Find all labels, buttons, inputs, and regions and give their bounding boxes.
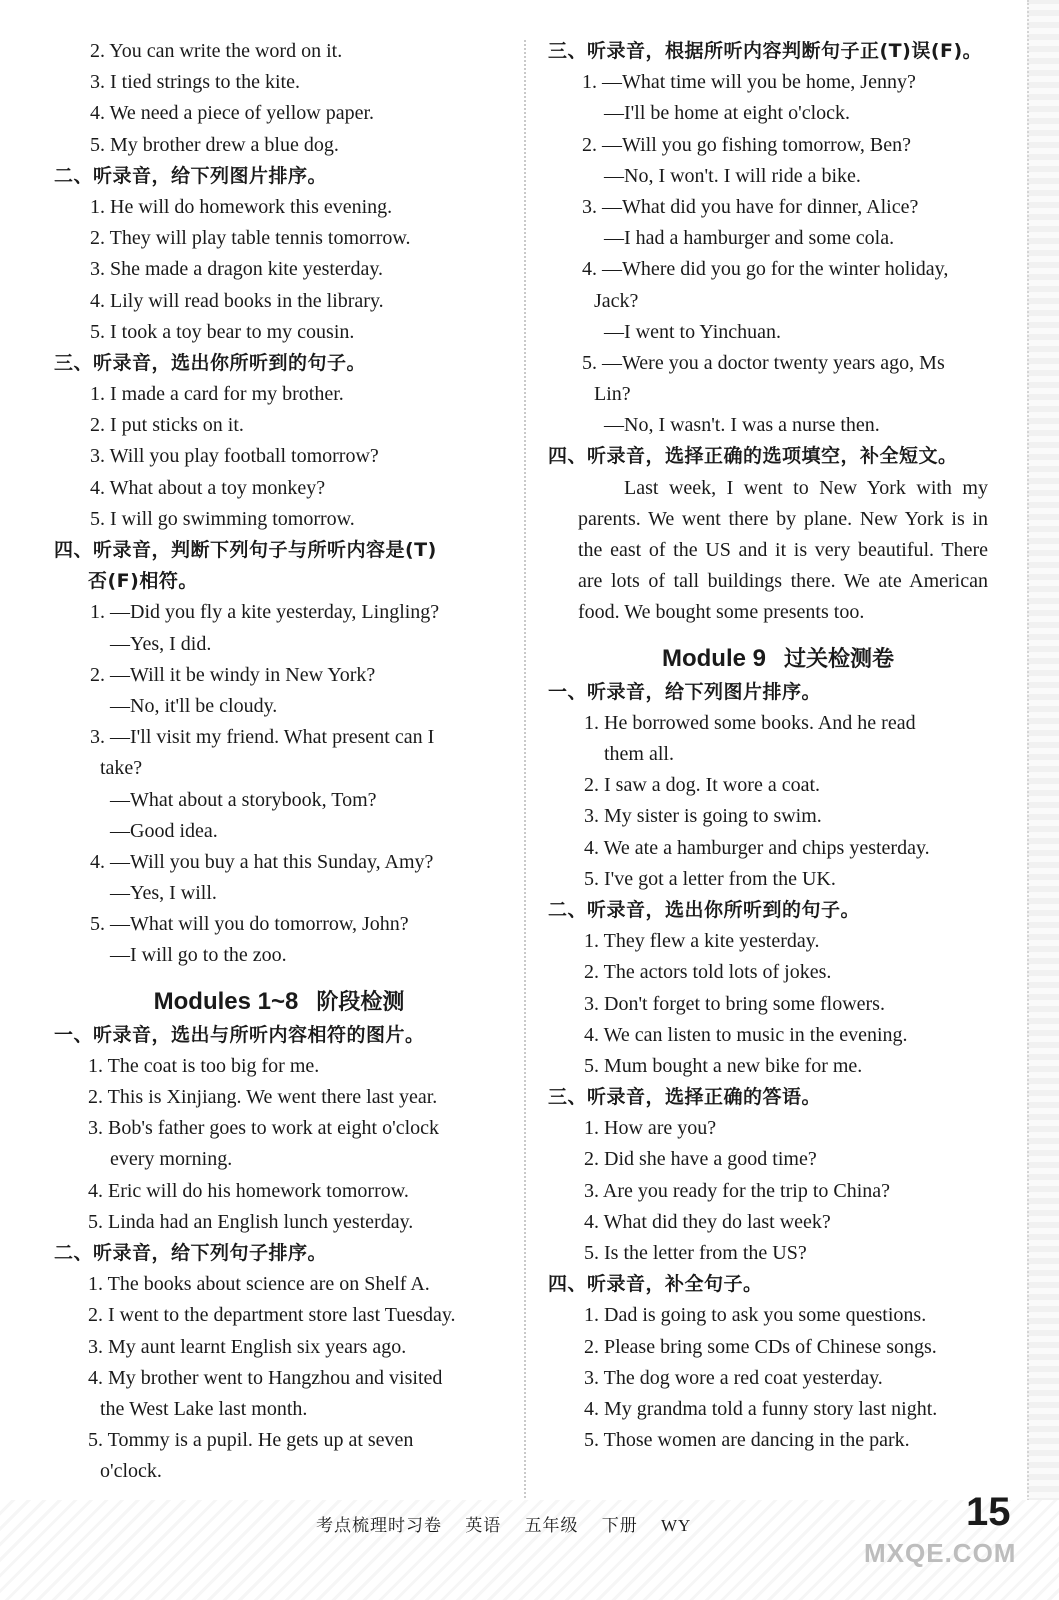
list-item: 3. Will you play football tomorrow? (90, 445, 379, 468)
list-item: 1. They flew a kite yesterday. (584, 930, 820, 953)
module-title: Module 9 (661, 644, 766, 672)
list-item: 4. What about a toy monkey? (90, 476, 326, 499)
right-column (548, 36, 1008, 1456)
footer-grade: 五年级 (524, 1516, 579, 1535)
footer-term: 下册 (601, 1516, 638, 1535)
module-subtitle: 过关检测卷 (784, 646, 895, 672)
section-heading: 四、听录音，补全句子。 (548, 1273, 763, 1296)
list-item: 5. Tommy is a pupil. He gets up at seven (88, 1429, 414, 1452)
list-item: 1. —What time will you be home, Jenny? (582, 71, 916, 94)
list-item: 2. They will play table tennis tomorrow. (90, 227, 411, 250)
list-item: —I went to Yinchuan. (604, 320, 782, 343)
list-item: 2. Did she have a good time? (584, 1148, 817, 1171)
section-heading: 四、听录音，判断下列句子与所听内容是(T) (54, 539, 437, 561)
list-item: 5. Those women are dancing in the park. (584, 1429, 910, 1452)
list-item: 3. Are you ready for the trip to China? (584, 1179, 891, 1202)
list-item: 4. We can listen to music in the evening. (584, 1023, 908, 1046)
list-item: —No, I won't. I will ride a bike. (604, 164, 861, 187)
list-item: 3. —I'll visit my friend. What present can I (90, 726, 435, 749)
list-item: 5. Linda had an English lunch yesterday. (88, 1210, 414, 1233)
list-item: —Yes, I did. (110, 632, 212, 655)
section-heading: 三、听录音，选择正确的答语。 (548, 1086, 822, 1109)
list-item: 5. —What will you do tomorrow, John? (90, 913, 409, 936)
list-item: 4. —Will you buy a hat this Sunday, Amy? (90, 850, 434, 873)
list-item: 5. —Were you a doctor twenty years ago, Ms (582, 351, 945, 374)
list-item: 2. The actors told lots of jokes. (584, 961, 832, 984)
footer-book-title: 考点梳理时习卷 (316, 1516, 442, 1535)
list-item: 5. I took a toy bear to my cousin. (90, 320, 355, 343)
list-item: —Yes, I will. (110, 882, 217, 905)
list-item: take? (100, 757, 143, 780)
list-item: 1. I made a card for my brother. (90, 383, 344, 406)
list-item: 2. This is Xinjiang. We went there last year. (88, 1086, 438, 1108)
list-item: 1. He borrowed some books. And he read (584, 711, 916, 734)
list-item: —I will go to the zoo. (110, 944, 287, 967)
list-item: 2. I went to the department store last Tuesday. (88, 1304, 456, 1327)
list-item: —I'll be home at eight o'clock. (604, 102, 851, 125)
list-item: every morning. (110, 1148, 233, 1171)
list-item: —What about a storybook, Tom? (110, 788, 377, 811)
list-item: 4. My brother went to Hangzhou and visited (88, 1366, 443, 1389)
list-item: 3. The dog wore a red coat yesterday. (584, 1366, 883, 1389)
list-item: 4. We ate a hamburger and chips yesterday. (584, 836, 930, 859)
list-item: —I had a hamburger and some cola. (604, 227, 895, 250)
list-item: 3. —What did you have for dinner, Alice? (582, 195, 919, 218)
list-item: 4. What did they do last week? (584, 1210, 831, 1233)
module-title: Modules 1~8 (153, 987, 299, 1015)
left-column (54, 36, 504, 1487)
list-item: the West Lake last month. (100, 1397, 308, 1420)
list-item: 4. We need a piece of yellow paper. (90, 102, 375, 125)
list-item: —No, it'll be cloudy. (110, 694, 278, 717)
list-item: 3. Bob's father goes to work at eight o'clock (88, 1117, 440, 1140)
footer-edition: WY (661, 1516, 692, 1535)
footer-subject: 英语 (465, 1516, 502, 1535)
list-item: 3. I tied strings to the kite. (90, 71, 300, 94)
list-item: 3. My sister is going to swim. (584, 805, 822, 828)
module-heading (548, 629, 1008, 677)
section-heading: 一、听录音，给下列图片排序。 (548, 680, 822, 703)
list-item: 4. —Where did you go for the winter holiday, (582, 258, 949, 281)
column-divider (524, 40, 526, 1510)
list-item: 4. Lily will read books in the library. (90, 289, 384, 312)
list-item: Jack? (594, 289, 639, 312)
page-edge-decoration (1027, 0, 1059, 1600)
section-heading: 二、听录音，选出你所听到的句子。 (548, 898, 861, 921)
list-item: 5. Mum bought a new bike for me. (584, 1054, 863, 1077)
list-item: 2. —Will you go fishing tomorrow, Ben? (582, 133, 911, 156)
list-item: 2. You can write the word on it. (90, 40, 343, 62)
list-item: 4. My grandma told a funny story last night. (584, 1397, 938, 1420)
watermark-logo: MXQE.COM (864, 1538, 1017, 1568)
list-item: them all. (604, 743, 674, 766)
list-item: 1. The books about science are on Shelf A. (88, 1273, 430, 1296)
page-number: 15 (966, 1490, 1011, 1534)
list-item: 3. She made a dragon kite yesterday. (90, 258, 384, 281)
section-heading: 二、听录音，给下列句子排序。 (54, 1241, 328, 1264)
list-item: 3. Don't forget to bring some flowers. (584, 992, 885, 1015)
list-item: 2. I saw a dog. It wore a coat. (584, 774, 821, 797)
module-subtitle: 阶段检测 (316, 989, 405, 1015)
list-item: —Good idea. (110, 819, 218, 842)
list-item: 5. I've got a letter from the UK. (584, 867, 836, 890)
list-item: o'clock. (100, 1460, 162, 1483)
list-item: Lin? (594, 383, 631, 406)
list-item: 1. The coat is too big for me. (88, 1054, 320, 1077)
list-item: 1. Dad is going to ask you some questions. (584, 1304, 927, 1327)
passage-paragraph: Last week, I went to New York with my parents. We went there by plane. New York is in the east of the US and it is very beautiful. There are lots of tall buildings there. We ate American food. We bought some presents too. (578, 476, 988, 624)
footer-info (316, 1511, 709, 1536)
section-heading: 三、听录音，选出你所听到的句子。 (54, 351, 367, 374)
list-item: 1. —Did you fly a kite yesterday, Lingling? (90, 601, 440, 624)
list-item: 5. My brother drew a blue dog. (90, 133, 339, 156)
list-item: 2. Please bring some CDs of Chinese songs. (584, 1335, 937, 1358)
list-item: 1. How are you? (584, 1117, 717, 1140)
section-heading: 否(F)相符。 (88, 570, 198, 593)
section-heading: 四、听录音，选择正确的选项填空，补全短文。 (548, 445, 958, 468)
list-item: —No, I wasn't. I was a nurse then. (604, 414, 880, 437)
list-item: 5. I will go swimming tomorrow. (90, 507, 355, 530)
list-item: 1. He will do homework this evening. (90, 195, 393, 218)
list-item: 4. Eric will do his homework tomorrow. (88, 1179, 409, 1202)
list-item: 2. —Will it be windy in New York? (90, 663, 376, 686)
module-heading (54, 972, 504, 1020)
list-item: 5. Is the letter from the US? (584, 1242, 807, 1265)
list-item: 3. My aunt learnt English six years ago. (88, 1335, 407, 1358)
section-heading: 一、听录音，选出与所听内容相符的图片。 (54, 1023, 425, 1046)
section-heading: 二、听录音，给下列图片排序。 (54, 164, 328, 187)
list-item: 2. I put sticks on it. (90, 414, 244, 437)
section-heading: 三、听录音，根据所听内容判断句子正(T)误(F)。 (548, 40, 983, 62)
